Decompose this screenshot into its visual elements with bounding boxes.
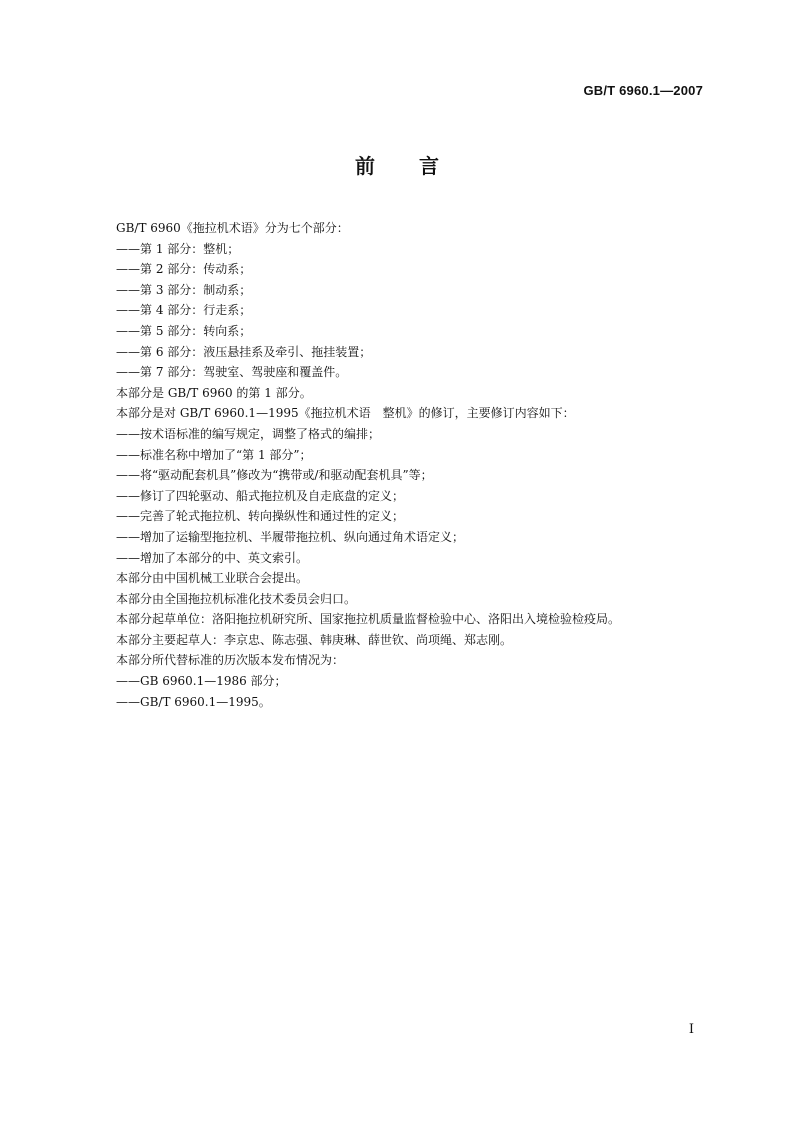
- list-item: ——完善了轮式拖拉机、转向操纵性和通过性的定义；: [116, 509, 405, 524]
- paragraph-line: 本部分由全国拖拉机标准化技术委员会归口。: [116, 591, 357, 606]
- list-item: ——GB/T 6960.1—1995。: [116, 694, 271, 709]
- foreword-body: [116, 218, 716, 712]
- list-item: ——增加了运输型拖拉机、半履带拖拉机、纵向通过角术语定义；: [116, 529, 465, 544]
- paragraph-line: 本部分由中国机械工业联合会提出。: [116, 571, 309, 586]
- paragraph-line: 本部分主要起草人：李京忠、陈志强、韩庚琳、薛世钦、尚项绳、郑志刚。: [116, 632, 513, 647]
- list-item: ——标准名称中增加了“第 1 部分”；: [116, 447, 312, 462]
- list-item: ——第 3 部分：制动系；: [116, 282, 252, 297]
- paragraph-line: 本部分是 GB/T 6960 的第 1 部分。: [116, 385, 312, 400]
- list-item: ——第 2 部分：传动系；: [116, 262, 252, 277]
- list-item: ——将“驱动配套机具”修改为“携带或/和驱动配套机具”等；: [116, 468, 433, 483]
- list-item: ——第 4 部分：行走系；: [116, 303, 252, 318]
- list-item: ——修订了四轮驱动、船式拖拉机及自走底盘的定义；: [116, 488, 405, 503]
- page-title: 前言: [355, 154, 483, 178]
- list-item: ——第 5 部分：转向系；: [116, 323, 252, 338]
- paragraph-line: 本部分起草单位：洛阳拖拉机研究所、国家拖拉机质量监督检验中心、洛阳出入境检验检疫局。: [116, 612, 621, 627]
- list-item: ——按术语标准的编写规定，调整了格式的编排；: [116, 426, 381, 441]
- list-item: ——第 6 部分：液压悬挂系及牵引、拖挂装置；: [116, 344, 372, 359]
- list-item: ——第 7 部分：驾驶室、驾驶座和覆盖件。: [116, 365, 348, 380]
- paragraph-line: GB/T 6960《拖拉机术语》分为七个部分：: [116, 221, 349, 235]
- standard-number: GB/T 6960.1—2007: [583, 83, 703, 98]
- paragraph-line: 本部分所代替标准的历次版本发布情况为：: [116, 653, 345, 668]
- paragraph-line: 本部分是对 GB/T 6960.1—1995《拖拉机术语 整机》的修订，主要修订内容如下：: [116, 406, 575, 421]
- list-item: ——增加了本部分的中、英文索引。: [116, 550, 309, 565]
- list-item: ——GB 6960.1—1986 部分；: [116, 674, 287, 689]
- list-item: ——第 1 部分：整机；: [116, 241, 240, 256]
- page-number: I: [688, 1022, 694, 1037]
